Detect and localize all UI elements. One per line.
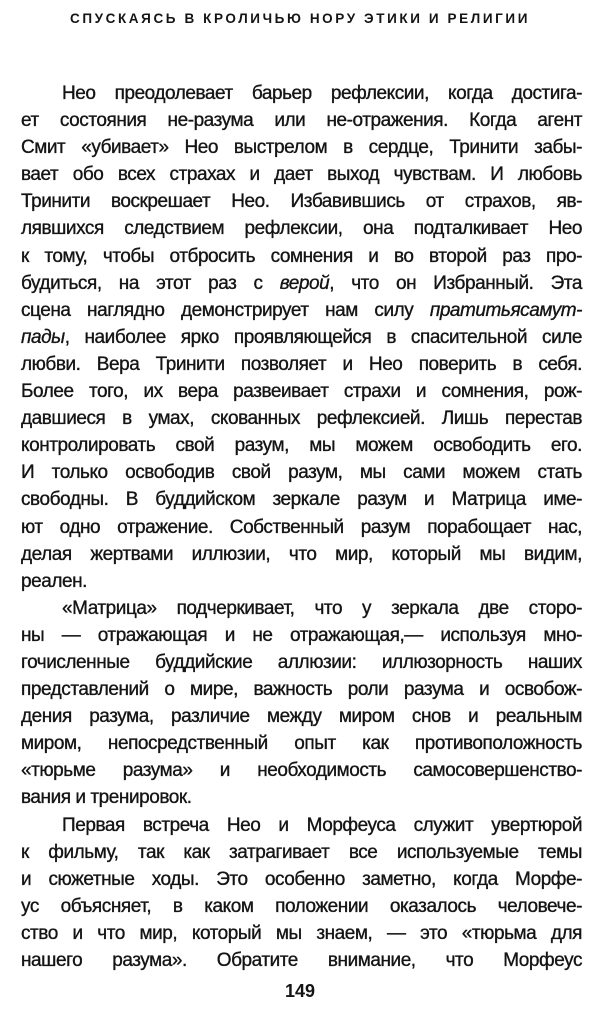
running-header: СПУСКАЯСЬ В КРОЛИЧЬЮ НОРУ ЭТИКИ И РЕЛИГИИ [69, 11, 531, 26]
text-line: дения разума, различие между миром снов и реальным [21, 706, 582, 728]
text-line: свободны. В буддийском зеркале разум и Матрица име- [21, 489, 582, 511]
text-line: ют одно отражение. Собственный разум порабощает нас, [21, 516, 582, 538]
paragraph [21, 812, 582, 975]
text-line: Тринити воскрешает Нео. Избавившись от страхов, яв- [21, 191, 582, 213]
text-line [21, 270, 582, 297]
text-segment: сцена наглядно демонстрирует нам силу [21, 299, 430, 321]
text-line: реален. [21, 570, 87, 592]
text-line: Более того, их вера развеивает страхи и сомнения, рож- [21, 381, 582, 403]
text-segment: , что он Избранный. Эта [329, 272, 582, 294]
text-line [21, 297, 582, 324]
text-line: «тюрьме разума» и необходимость самосовершенство- [21, 760, 582, 782]
page-number: 149 [284, 981, 316, 1001]
text-line: И только освободив свой разум, мы сами можем стать [21, 462, 582, 484]
italic-term: пады [21, 326, 65, 348]
italic-term: верой [279, 272, 330, 294]
text-line: и сюжетные ходы. Это особенно заметно, когда Морфе- [21, 868, 582, 890]
text-line: контролировать свой разум, мы можем освободить его. [21, 435, 582, 457]
text-line: ус объясняет, в каком положении оказалось человече- [21, 895, 582, 917]
text-line: вания и тренировок. [21, 787, 192, 809]
text-line: Нео преодолевает барьер рефлексии, когда достига- [62, 83, 582, 104]
text-line: миром, непосредственный опыт как противоположность [21, 733, 582, 755]
text-line: давшиеся в умах, скованных рефлексией. Лишь перестав [21, 408, 582, 430]
text-line: гочисленные буддийские аллюзии: иллюзорность наших [21, 651, 582, 673]
text-segment: будиться, на этот раз с [21, 272, 280, 294]
text-line: делая жертвами иллюзии, что мир, который мы видим, [21, 543, 582, 565]
text-line [21, 324, 582, 351]
paragraph [21, 595, 582, 812]
text-line: лявшихся следствием рефлексии, она подталкивает Нео [21, 218, 582, 240]
text-line: Смит «убивает» Нео выстрелом в сердце, Тринити забы- [21, 137, 582, 159]
text-line: Первая встреча Нео и Морфеуса служит увертюрой [62, 814, 582, 836]
text-line: ство и что мир, который мы знаем, — это «тюрьма для [21, 922, 582, 944]
italic-term: пратитьясамут- [429, 299, 582, 321]
text-line: любви. Вера Тринити позволяет и Нео поверить в себя. [21, 353, 582, 375]
text-line: «Матрица» подчеркивает, что у зеркала две сторо- [62, 597, 582, 619]
text-line: представлений о мире, важность роли разума и освобож- [21, 679, 582, 701]
text-line: ет состояния не-разума или не-отражения. Когда агент [21, 110, 582, 132]
body-text [21, 80, 582, 974]
text-segment: , наиболее ярко проявляющейся в спасительной силе [64, 326, 582, 348]
text-line: к фильму, так как затрагивает все используемые темы [21, 841, 582, 863]
paragraph [21, 80, 582, 595]
text-line: вает обо всех страхах и дает выход чувствам. И любовь [21, 164, 582, 186]
text-line: к тому, чтобы отбросить сомнения и во второй раз про- [21, 245, 582, 267]
text-line: нашего разума». Обратите внимание, что Морфеус [21, 950, 582, 971]
text-line: ны — отражающая и не отражающая,— используя мно- [21, 624, 582, 646]
